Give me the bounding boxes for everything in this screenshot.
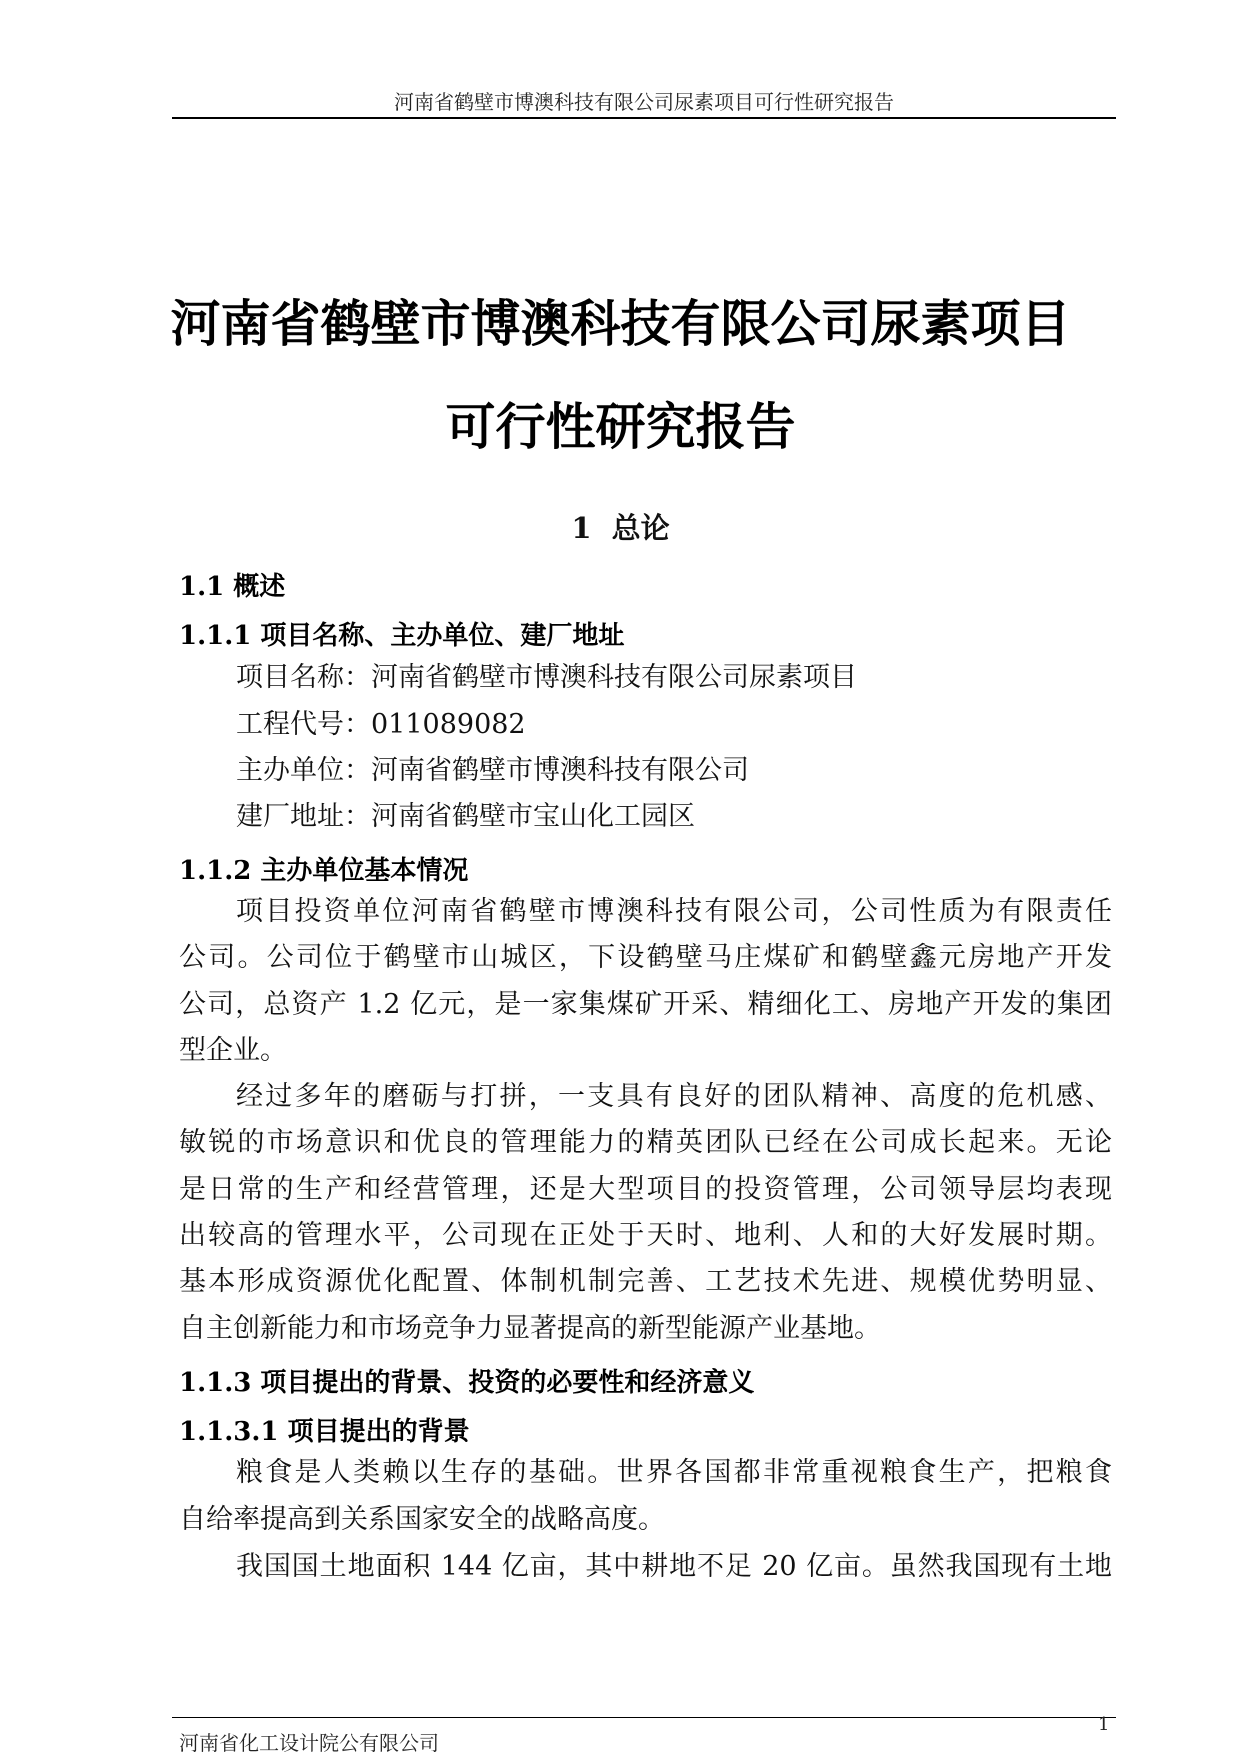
project-code-line: 工程代号：011089082 [236, 709, 526, 740]
section-heading-1-1: 1.1 概述 [179, 572, 286, 602]
paragraph-line: 自给率提高到关系国家安全的战略高度。 [179, 1504, 665, 1535]
paragraph-line: 基本形成资源优化配置、体制机制完善、工艺技术先进、规模优势明显、 [179, 1266, 1112, 1297]
paragraph-line: 是日常的生产和经营管理，还是大型项目的投资管理，公司领导层均表现 [179, 1174, 1112, 1205]
section-heading-1-1-2: 1.1.2 主办单位基本情况 [179, 856, 469, 886]
paragraph-line: 公司，总资产 1.2 亿元，是一家集煤矿开采、精细化工、房地产开发的集团 [179, 989, 1112, 1020]
paragraph-line: 型企业。 [179, 1035, 287, 1066]
paragraph-line: 我国国土地面积 144 亿亩，其中耕地不足 20 亿亩。虽然我国现有土地 [236, 1551, 1112, 1582]
section-heading-1-1-1: 1.1.1 项目名称、主办单位、建厂地址 [179, 621, 625, 651]
paragraph-line: 项目投资单位河南省鹤壁市博澳科技有限公司，公司性质为有限责任 [236, 896, 1112, 927]
chapter-heading: 1 总论 [571, 511, 670, 545]
footer-company: 河南省化工设计院公有限公司 [179, 1731, 439, 1755]
project-name-line: 项目名称：河南省鹤壁市博澳科技有限公司尿素项目 [236, 662, 857, 693]
header-rule [172, 117, 1116, 119]
footer-rule [172, 1717, 1116, 1718]
section-heading-1-1-3-1: 1.1.3.1 项目提出的背景 [179, 1417, 470, 1447]
paragraph-line: 公司。公司位于鹤壁市山城区，下设鹤壁马庄煤矿和鹤壁鑫元房地产开发 [179, 942, 1112, 973]
page-number: 1 [1098, 1714, 1110, 1735]
paragraph-line: 经过多年的磨砺与打拼，一支具有良好的团队精神、高度的危机感、 [236, 1081, 1112, 1112]
section-heading-1-1-3: 1.1.3 项目提出的背景、投资的必要性和经济意义 [179, 1368, 755, 1398]
running-header: 河南省鹤壁市博澳科技有限公司尿素项目可行性研究报告 [394, 90, 894, 114]
paragraph-line: 敏锐的市场意识和优良的管理能力的精英团队已经在公司成长起来。无论 [179, 1127, 1112, 1158]
sponsor-line: 主办单位：河南省鹤壁市博澳科技有限公司 [236, 755, 749, 786]
paragraph-line: 出较高的管理水平，公司现在正处于天时、地利、人和的大好发展时期。 [179, 1220, 1112, 1251]
document-title-line-2: 可行性研究报告 [445, 398, 796, 456]
site-address-line: 建厂地址：河南省鹤壁市宝山化工园区 [236, 801, 695, 832]
paragraph-line: 粮食是人类赖以生存的基础。世界各国都非常重视粮食生产，把粮食 [236, 1457, 1112, 1488]
paragraph-line: 自主创新能力和市场竞争力显著提高的新型能源产业基地。 [179, 1313, 881, 1344]
document-title-line-1: 河南省鹤壁市博澳科技有限公司尿素项目 [170, 295, 1071, 353]
